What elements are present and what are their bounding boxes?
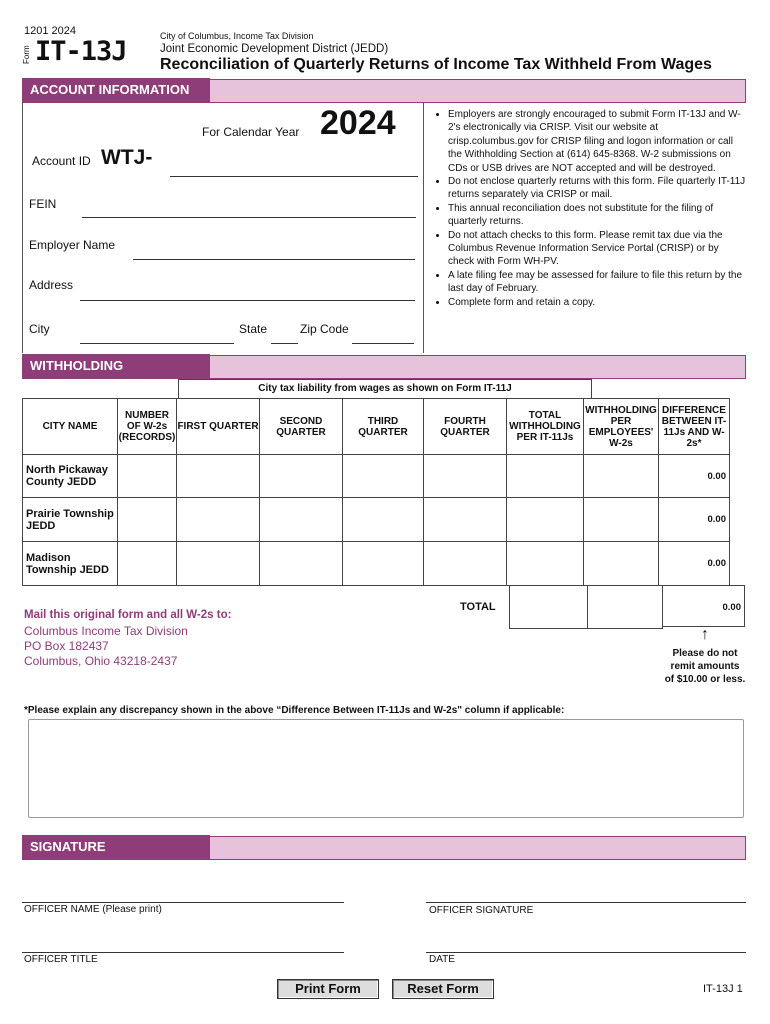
account-id-prefix: WTJ-: [101, 146, 153, 169]
q2-cell[interactable]: [260, 542, 343, 586]
instruction-item: • Employers are strongly encouraged to submit Form IT-13J and W-2's electronically via CRISP. Visit our website at crisp.columbus.gov for CRISP filing and logon information or call the Withholding Section at (614) 645-8368. W-2 submissions on CDs or USB drives are NOT accepted and will be destroyed.: [448, 108, 746, 175]
agency-name: City of Columbus, Income Tax Division: [160, 31, 314, 41]
page-title: Reconciliation of Quarterly Returns of Income Tax Withheld From Wages: [160, 56, 712, 73]
state-label: State: [239, 322, 268, 336]
q1-cell[interactable]: [177, 542, 260, 586]
account-id-label: Account ID: [32, 154, 91, 168]
per-emp-cell[interactable]: [584, 498, 659, 542]
total-per-emp-cell[interactable]: [587, 585, 663, 629]
col-first-quarter: FIRST QUARTER: [177, 399, 260, 455]
diff-cell: 0.00: [659, 542, 730, 586]
reset-form-button[interactable]: Reset Form: [392, 979, 494, 999]
calendar-year: 2024: [320, 104, 396, 142]
instruction-item: • Do not attach checks to this form. Please remit tax due via the Columbus Revenue Information Service Portal (CRISP) or by check with Form WH-PV.: [448, 229, 746, 269]
instructions-list: [434, 108, 746, 309]
q2-cell[interactable]: [260, 455, 343, 498]
date-label: DATE: [429, 954, 455, 965]
total-label: TOTAL: [460, 601, 496, 613]
instruction-item: • Complete form and retain a copy.: [448, 296, 746, 309]
col-city-name: CITY NAME: [23, 399, 118, 455]
q2-cell[interactable]: [260, 498, 343, 542]
date-field[interactable]: [426, 952, 746, 953]
mail-line-3: Columbus, Ohio 43218-2437: [24, 654, 178, 668]
account-id-field[interactable]: [170, 176, 418, 177]
fein-field[interactable]: [82, 217, 416, 218]
officer-signature-field[interactable]: [426, 902, 746, 903]
address-field[interactable]: [80, 300, 415, 301]
officer-name-field[interactable]: [22, 902, 344, 903]
col-per-employees-w2: WITHHOLDING PER EMPLOYEES' W-2s: [584, 399, 659, 455]
row-city-name: North Pickaway County JEDD: [23, 455, 118, 498]
q4-cell[interactable]: [424, 542, 507, 586]
liability-header: City tax liability from wages as shown on Form IT-11J: [178, 379, 592, 399]
per-emp-cell[interactable]: [584, 455, 659, 498]
form-number: IT-13J: [35, 36, 127, 67]
signature-section-label: SIGNATURE: [22, 835, 210, 859]
city-field[interactable]: [80, 343, 234, 344]
withholding-table: [22, 398, 730, 586]
officer-name-label: OFFICER NAME (Please print): [24, 904, 162, 915]
total-cell[interactable]: [507, 455, 584, 498]
diff-cell: 0.00: [659, 498, 730, 542]
form-code: 1201 2024: [24, 25, 76, 37]
explanation-textarea[interactable]: [28, 719, 744, 818]
instruction-item: • This annual reconciliation does not substitute for the filing of quarterly returns.: [448, 202, 746, 229]
table-row: [23, 455, 730, 498]
col-fourth-quarter: FOURTH QUARTER: [424, 399, 507, 455]
account-section-label: ACCOUNT INFORMATION: [22, 78, 210, 102]
q3-cell[interactable]: [343, 455, 424, 498]
address-label: Address: [29, 278, 74, 292]
q4-cell[interactable]: [424, 455, 507, 498]
q3-cell[interactable]: [343, 542, 424, 586]
print-form-button[interactable]: Print Form: [277, 979, 379, 999]
table-row: [23, 542, 730, 586]
city-label: City: [29, 322, 50, 336]
q1-cell[interactable]: [177, 498, 260, 542]
q3-cell[interactable]: [343, 498, 424, 542]
total-cell[interactable]: [507, 542, 584, 586]
q4-cell[interactable]: [424, 498, 507, 542]
col-num-w2: NUMBER OF W-2s (RECORDS): [118, 399, 177, 455]
col-third-quarter: THIRD QUARTER: [343, 399, 424, 455]
total-cell[interactable]: [507, 498, 584, 542]
form-word: Form: [22, 45, 31, 64]
explain-label: *Please explain any discrepancy shown in the above “Difference Between IT-11Js and W-2s" column if applicable:: [24, 705, 565, 716]
num-w2-cell[interactable]: [118, 542, 177, 586]
col-difference: DIFFERENCE BETWEEN IT-11Js AND W-2s*: [659, 399, 730, 455]
remit-note-line-2: remit amounts: [670, 661, 740, 672]
officer-title-label: OFFICER TITLE: [24, 954, 98, 965]
per-emp-cell[interactable]: [584, 542, 659, 586]
diff-cell: 0.00: [659, 455, 730, 498]
calendar-year-label: For Calendar Year: [202, 125, 300, 139]
fein-label: FEIN: [29, 197, 57, 211]
up-arrow-icon: ↑: [701, 626, 709, 643]
state-field[interactable]: [271, 343, 298, 344]
mail-line-1: Columbus Income Tax Division: [24, 624, 188, 638]
zip-field[interactable]: [352, 343, 414, 344]
col-total-withholding: TOTAL WITHHOLDING PER IT-11Js: [507, 399, 584, 455]
district-name: Joint Economic Development District (JEDD): [160, 43, 389, 55]
col-second-quarter: SECOND QUARTER: [260, 399, 343, 455]
row-city-name: Madison Township JEDD: [23, 542, 118, 586]
num-w2-cell[interactable]: [118, 498, 177, 542]
table-row: [23, 498, 730, 542]
remit-note-line-1: Please do not: [672, 648, 738, 659]
row-city-name: Prairie Township JEDD: [23, 498, 118, 542]
mail-line-2: PO Box 182437: [24, 639, 109, 653]
num-w2-cell[interactable]: [118, 455, 177, 498]
zip-label: Zip Code: [300, 322, 349, 336]
employer-name-label: Employer Name: [29, 238, 116, 252]
instruction-item: • Do not enclose quarterly returns with this form. File quarterly IT-11J returns separately via CRISP or mail.: [448, 175, 746, 202]
instruction-item: • A late filing fee may be assessed for failure to file this return by the last day of February.: [448, 269, 746, 296]
remit-note-line-3: of $10.00 or less.: [664, 674, 746, 685]
withholding-section-label: WITHHOLDING: [22, 354, 210, 378]
mail-heading: Mail this original form and all W-2s to:: [24, 609, 232, 621]
total-withholding-cell[interactable]: [509, 585, 588, 629]
officer-signature-label: OFFICER SIGNATURE: [429, 905, 534, 916]
page-number: IT-13J 1: [703, 983, 743, 995]
q1-cell[interactable]: [177, 455, 260, 498]
total-diff-cell: 0.00: [662, 585, 745, 627]
employer-name-field[interactable]: [133, 259, 415, 260]
officer-title-field[interactable]: [22, 952, 344, 953]
